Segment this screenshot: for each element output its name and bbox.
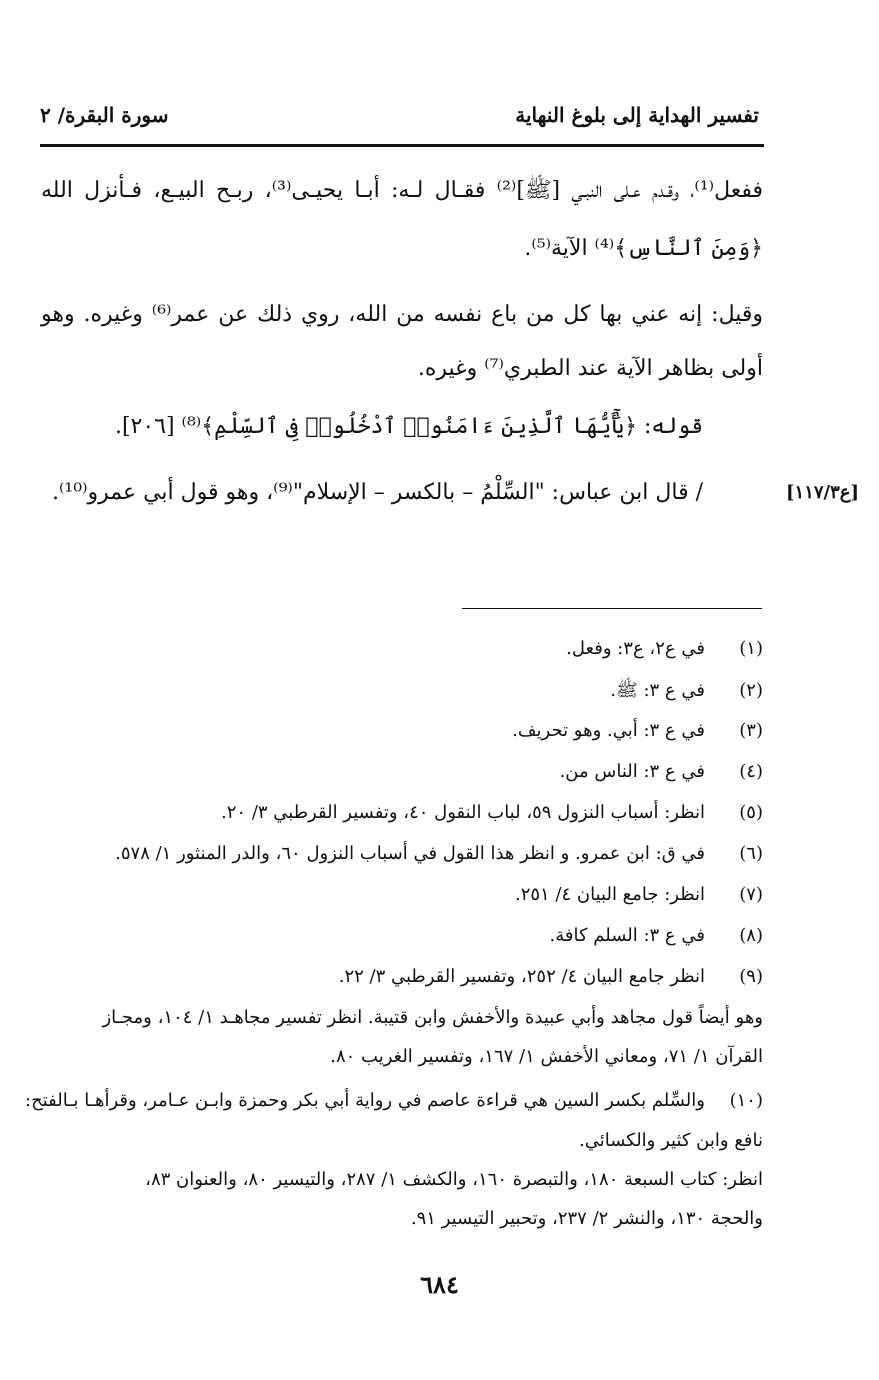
footnote-text: في ع ٣: السلم كافة. [549, 925, 705, 946]
footnote-1 [566, 638, 763, 659]
footnote-10 [25, 1090, 763, 1111]
footnote-number: (٤) [739, 761, 763, 782]
footnote-text: في ع ٣: ﷺ. [610, 680, 705, 701]
body-line-3: وقيل: إنه عني بها كل من باع نفسه من الله، روي ذلك عن عمر⁽⁶⁾ وغيره. وهو [41, 302, 764, 327]
footnote-text: انظر: جامع البيان ٤/ ٢٥١. [514, 884, 705, 905]
body-line-2: ﴿وَمِنَ ٱلنَّاسِ﴾⁽⁴⁾ الآية⁽⁵⁾. [524, 236, 763, 261]
footnote-6 [115, 843, 763, 864]
footnote-text: في ع ٣: أبي. وهو تحريف. [512, 720, 705, 741]
body-line-4: أولى بظاهر الآية عند الطبري⁽⁷⁾ وغيره. [417, 356, 763, 381]
footnote-3 [512, 720, 763, 741]
footnote-number: (٢) [739, 680, 763, 701]
footnote-number: (١) [739, 638, 763, 659]
header-rule [40, 144, 764, 147]
footnote-text: انظر جامع البيان ٤/ ٢٥٢، وتفسير القرطبي ٣/ ٢٢. [338, 966, 705, 987]
footnote-7 [515, 884, 763, 905]
footnote-text: في ع٢، ع٣: وفعل. [566, 638, 705, 659]
footnote-10-cont-3 [411, 1208, 763, 1229]
footnote-text: انظر: كتاب السبعة ١٨٠، والتبصرة ١٦٠، والكشف ١/ ٢٨٧، والتيسير ٨٠، والعنوان ٨٣، [145, 1169, 763, 1190]
running-header-title: تفسير الهداية إلى بلوغ النهاية [515, 103, 759, 127]
footnote-9-cont-1 [102, 1007, 763, 1028]
footnote-text: انظر: أسباب النزول ٥٩، لباب النقول ٤٠، وتفسير القرطبي ٣/ ٢٠. [221, 802, 705, 823]
footnote-text: القرآن ١/ ٧١، ومعاني الأخفش ١/ ١٦٧، وتفسير الغريب ٨٠. [330, 1046, 763, 1067]
page-number: ٦٨٤ [420, 1270, 459, 1299]
footnote-8 [550, 925, 764, 946]
footnote-number: (٩) [739, 966, 763, 987]
footnote-10-cont-1 [579, 1130, 763, 1151]
footnote-number: (٧) [739, 884, 763, 905]
footnote-number: (٨) [739, 925, 763, 946]
footnote-4 [560, 761, 763, 782]
footnote-5 [221, 802, 763, 823]
footnote-2 [610, 679, 763, 705]
body-line-6: / قال ابن عباس: "السِّلْمُ – بالكسر – الإسلام"⁽⁹⁾، وهو قول أبي عمرو⁽¹⁰⁾. [52, 480, 703, 505]
footnote-text: والسِّلم بكسر السين هي قراءة عاصم في رواية أبي بكر وحمزة وابـن عـامر، وقرأهـا بـالفتح: [25, 1090, 705, 1111]
footnote-text: وهو أيضاً قول مجاهد وأبي عبيدة والأخفش وابن قتيبة. انظر تفسير مجاهـد ١/ ١٠٤، ومجـاز [102, 1007, 763, 1028]
body-line-1: ففعل⁽¹⁾، وقـدم عـلى النبـي [ﷺ]⁽²⁾ فقـال لـه: أبـا يحيـى⁽³⁾، ربـح البيـع، فـأنزل الله [41, 178, 763, 203]
footnote-text: في ق: ابن عمرو. و انظر هذا القول في أسباب النزول ٦٠، والدر المنثور ١/ ٥٧٨. [115, 843, 705, 864]
running-header-surah: سورة البقرة/ ٢ [40, 103, 169, 127]
footnote-text: في ع ٣: الناس من. [559, 761, 705, 782]
footnote-number: (١٠) [729, 1090, 763, 1111]
footnote-9 [339, 966, 763, 987]
footnote-number: (٣) [739, 720, 763, 741]
manuscript-margin-reference: [ع١١٧/٣] [786, 482, 860, 503]
footnote-text: نافع وابن كثير والكسائي. [578, 1130, 763, 1151]
footnote-number: (٦) [739, 843, 763, 864]
verse-line: قوله: ﴿يَٰٓأَيُّهَا ٱلَّذِينَ ءَامَنُوا۟ ٱدْخُلُوا۟ فِى ٱلسِّلْمِ﴾⁽⁸⁾ [٢٠٦]. [114, 414, 703, 439]
footnote-10-cont-2 [145, 1169, 763, 1190]
footnote-number: (٥) [739, 802, 763, 823]
footnote-9-cont-2 [330, 1046, 763, 1067]
footnote-text: والحجة ١٣٠، والنشر ٢/ ٢٣٧، وتحبير التيسير ٩١. [410, 1208, 763, 1229]
footnote-separator [462, 608, 762, 609]
